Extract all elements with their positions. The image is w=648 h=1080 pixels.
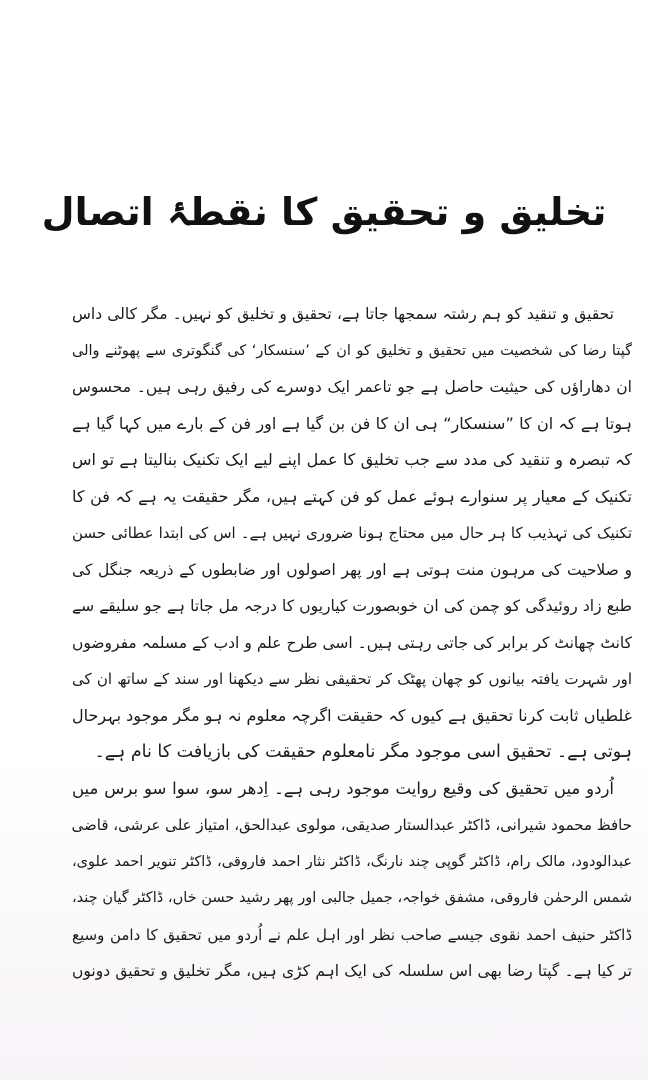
text-line: ہوتی ہے۔ تحقیق اسی موجود مگر نامعلوم حقیقت کی بازیافت کا نام ہے۔ [94, 742, 632, 762]
text-line: گپتا رضا کی شخصیت میں تحقیق و تخلیق کو ان کے ’سنسکار‘ کی گنگوتری سے پھوٹنے والی [72, 342, 632, 359]
text-line: شمس الرحمٰن فاروقی، مشفق خواجہ، جمیل جالبی اور پھر رشید حسن خاں، ڈاکٹر گیان چند، [72, 890, 632, 906]
text-line: حافظ محمود شیرانی، ڈاکٹر عبدالستار صدیقی، مولوی عبدالحق، امتیاز علی عرشی، قاضی [72, 816, 632, 834]
text-line: ہوتا ہے کہ ان کا ”سنسکار“ ہی ان کا فن بن گیا ہے اور فن کے بارے میں کہا گیا ہے [72, 413, 632, 433]
text-line: تر کیا ہے۔ گپتا رضا بھی اس سلسلہ کی ایک اہم کڑی ہیں، مگر تخلیق و تحقیق دونوں [72, 962, 632, 980]
text-line: تکنیک کے معیار پر سنوارے ہوئے عمل کو فن کہتے ہیں، مگر حقیقت یہ ہے کہ فن کا [72, 486, 632, 506]
text-line: عبدالودود، مالک رام، ڈاکٹر گوپی چند نارنگ، ڈاکٹر نثار احمد فاروقی، ڈاکٹر تنویر احمد علوی، [72, 853, 632, 870]
text-line: تکنیک کی تہذیب کا ہر حال میں محتاج ہونا ضروری نہیں ہے۔ اس کی ابتدا عطائی حسن [72, 524, 632, 542]
text-line: طبع زاد روئیدگی کو چمن کی ان خوبصورت کیاریوں کا درجہ مل جاتا ہے جو سلیقے سے [72, 597, 632, 615]
text-line: و صلاحیت کی مرہون منت ہوتی ہے اور پھر اصولوں اور ضابطوں کے ذریعہ جنگل کی [72, 560, 632, 579]
body-text [72, 296, 632, 990]
text-line: ان دھاراؤں کی حیثیت حاصل ہے جو تاعمر ایک دوسرے کی رفیق رہی ہیں۔ محسوس [72, 378, 632, 396]
chapter-title: تخلیق و تحقیق کا نقطۂ اتصال [41, 190, 607, 234]
text-line: اور شہرت یافتہ بیانوں کو چھان پھٹک کر تحقیقی نظر سے دیکھنا اور سند کے ساتھ ان کی [72, 670, 632, 688]
text-line: غلطیاں ثابت کرنا تحقیق ہے کیوں کہ حقیقت اگرچہ معلوم نہ ہو مگر موجود بہرحال [72, 705, 632, 725]
text-line: تحقیق و تنقید کو ہم رشتہ سمجھا جاتا ہے، تحقیق و تخلیق کو نہیں۔ مگر کالی داس [72, 305, 614, 323]
text-line: کہ تبصرہ و تنقید کی مدد سے جب تخلیق کا عمل اپنے لیے ایک تکنیک بنالیتا ہے تو اس [72, 450, 632, 469]
text-line: اُردو میں تحقیق کی وقیع روایت موجود رہی ہے۔ اِدھر سو، سوا سو برس میں [72, 778, 614, 798]
text-line: ڈاکٹر حنیف احمد نقوی جیسے صاحب نظر اور اہل علم نے اُردو میں تحقیق کا دامن وسیع [72, 925, 632, 944]
text-line: کانٹ چھانٹ کر برابر کی جاتی رہتی ہیں۔ اسی طرح علم و ادب کے مسلمہ مفروضوں [72, 633, 632, 652]
